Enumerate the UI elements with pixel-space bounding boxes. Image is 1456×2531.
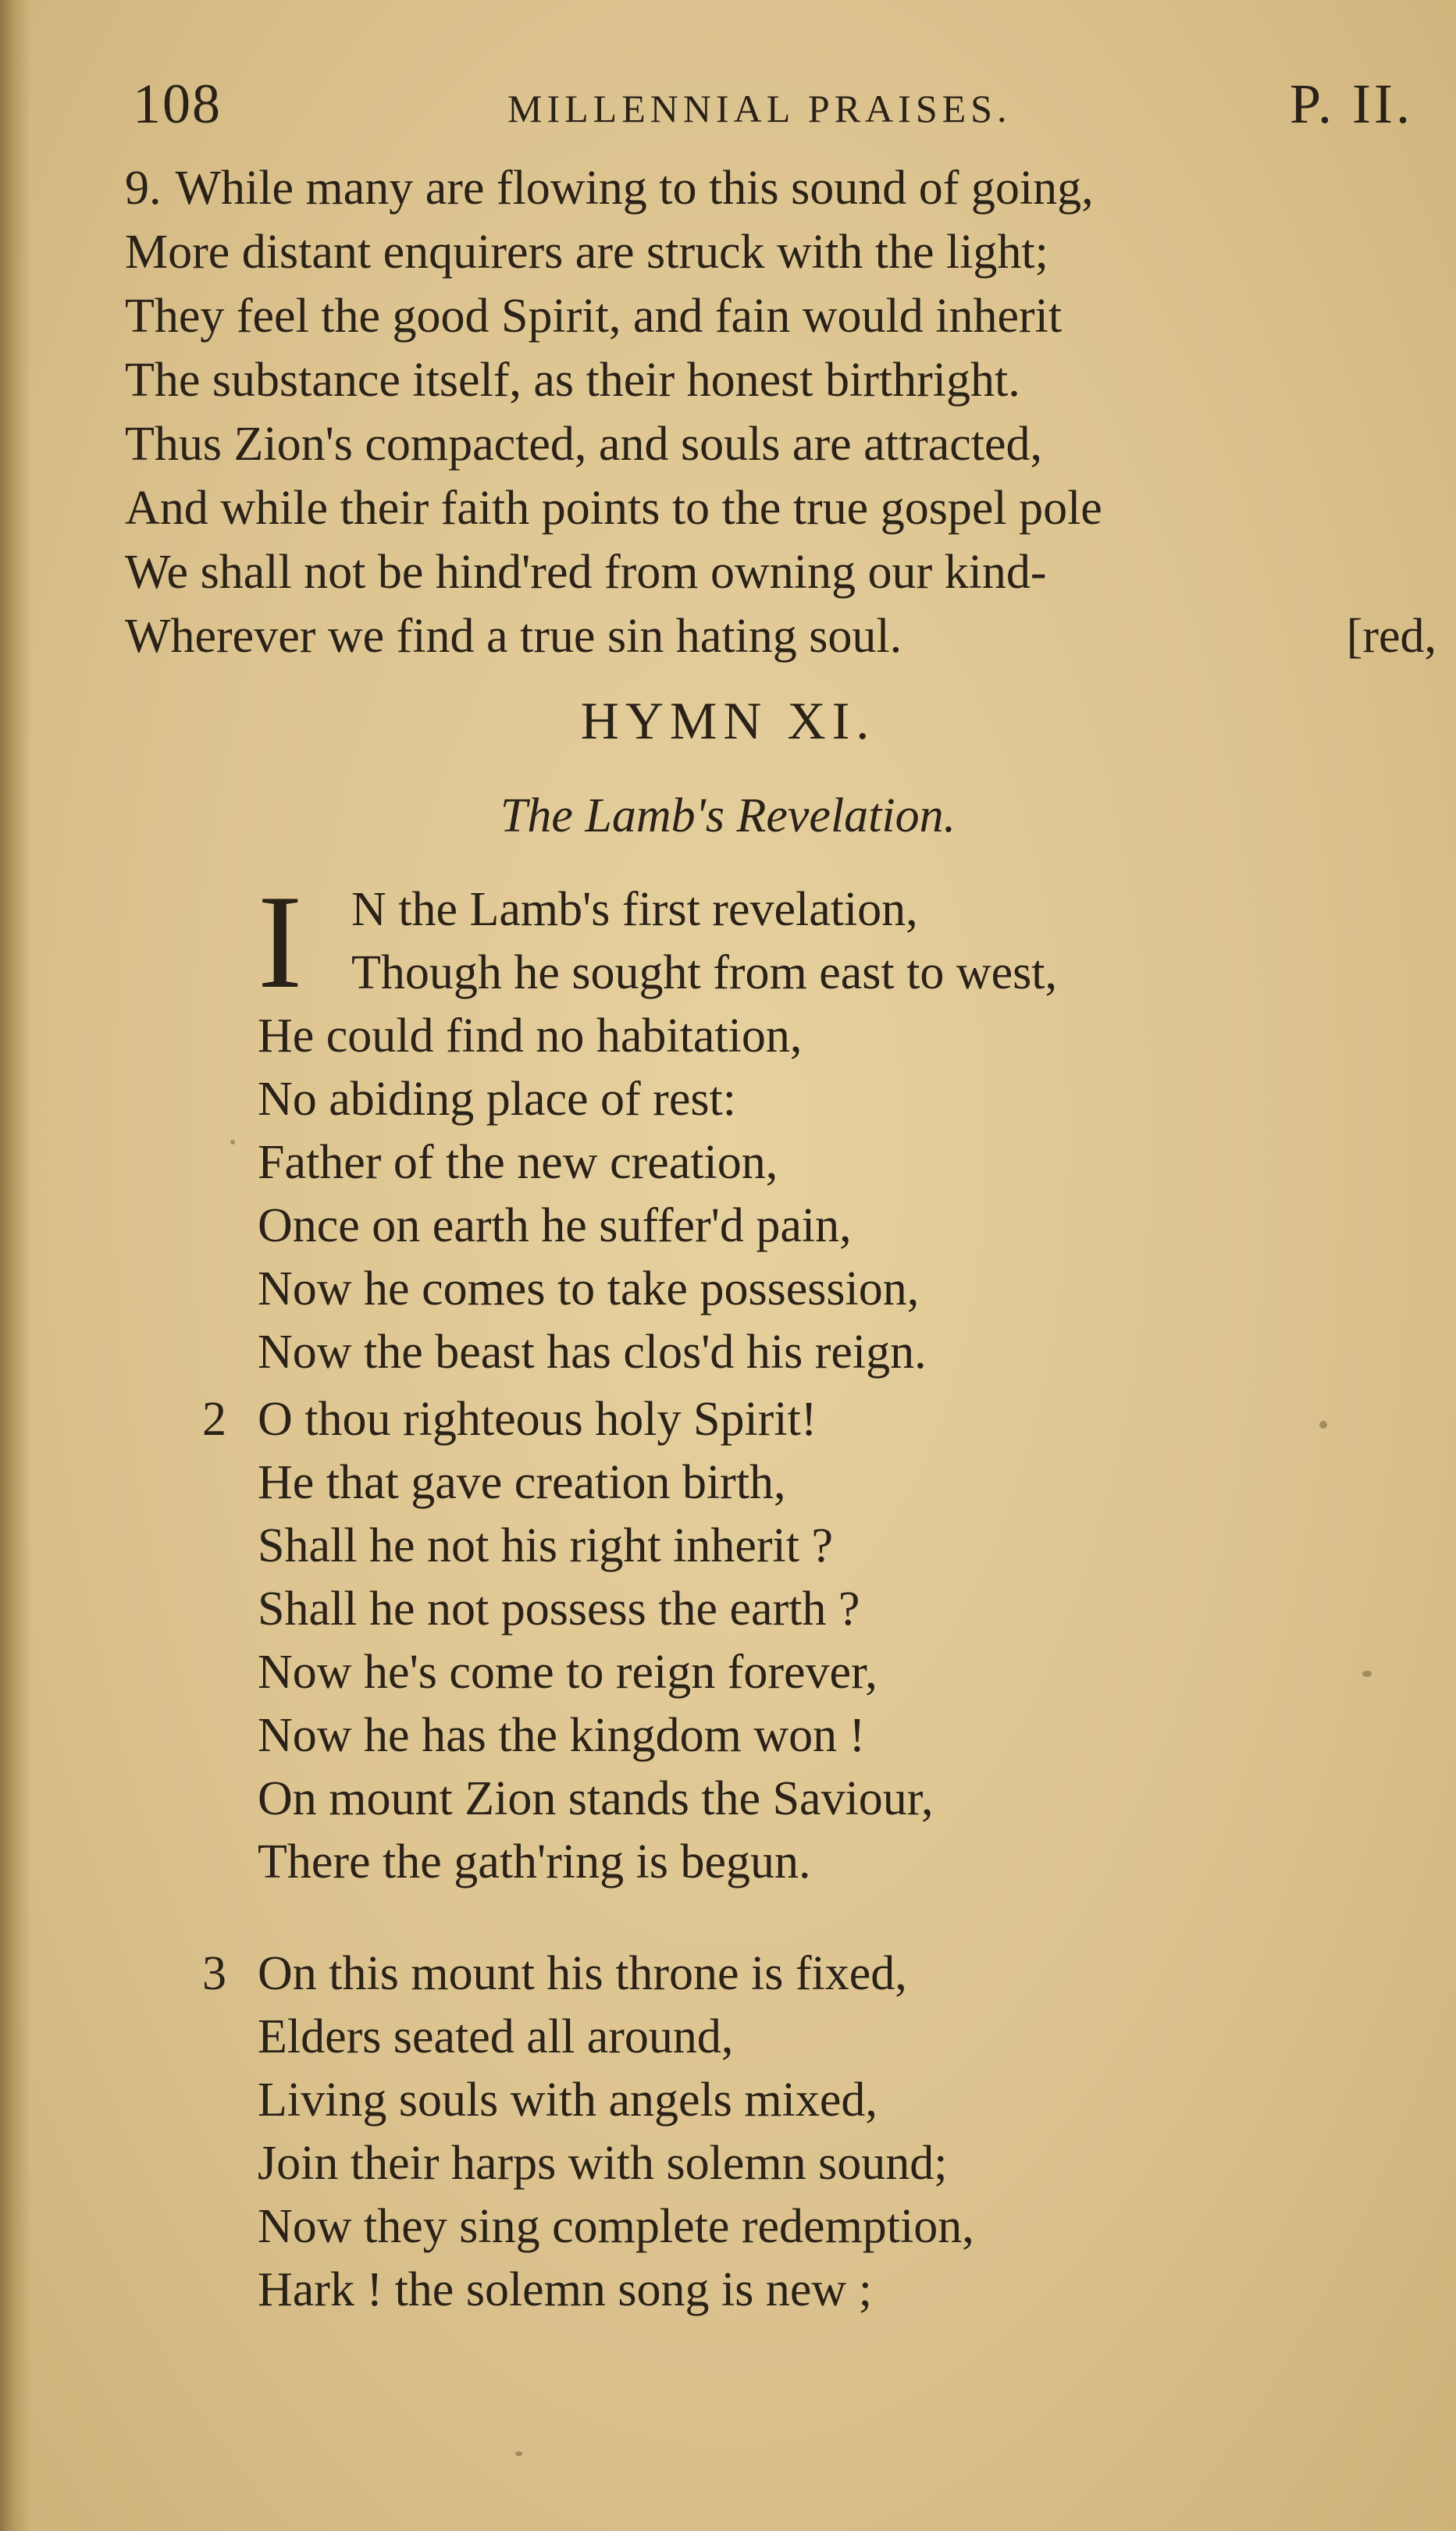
- stanza-3: [202, 1942, 1429, 2322]
- verse-line: More distant enquirers are struck with the light;: [125, 226, 1048, 279]
- stanza-number: 2: [202, 1393, 226, 1446]
- verse-line: We shall not be hind'red from owning our kind-: [125, 546, 1047, 599]
- verse-line: Thus Zion's compacted, and souls are attracted,: [125, 418, 1043, 471]
- hymn-subtitle: The Lamb's Revelation.: [500, 789, 956, 842]
- stanza-line: O thou righteous holy Spirit!: [258, 1393, 817, 1446]
- stanza-line: Father of the new creation,: [258, 1136, 778, 1189]
- paper-speck: [1319, 1421, 1327, 1429]
- paper-speck: [1362, 1671, 1372, 1677]
- paper-speck: [230, 1140, 235, 1144]
- page-spine-edge: [0, 0, 31, 2531]
- stanza-line: Once on earth he suffer'd pain,: [258, 1199, 852, 1252]
- running-title: MILLENNIAL PRAISES.: [507, 87, 1012, 130]
- stanza-line: Join their harps with solemn sound;: [258, 2137, 948, 2190]
- verse-9: [125, 156, 1436, 668]
- stanza-line: Now he has the kingdom won !: [258, 1709, 866, 1762]
- stanza-line: On mount Zion stands the Saviour,: [258, 1772, 934, 1825]
- verse-line: And while their faith points to the true gospel pole: [125, 482, 1102, 535]
- drop-cap: I: [258, 868, 303, 1016]
- stanza-2: [202, 1388, 1429, 1894]
- stanza-line: He could find no habitation,: [258, 1009, 803, 1063]
- verse-line-text: While many are flowing to this sound of going,: [175, 162, 1094, 215]
- stanza-line: Though he sought from east to west,: [351, 946, 1058, 999]
- running-header: [125, 72, 1413, 142]
- stanza-line: Shall he not possess the earth ?: [258, 1582, 860, 1636]
- stanza-line: There the gath'ring is begun.: [258, 1835, 811, 1888]
- stanza-line: N the Lamb's first revelation,: [351, 883, 918, 936]
- stanza-number: 3: [202, 1947, 226, 2000]
- stanza-1: [258, 868, 1429, 1384]
- verse-line: [125, 604, 1436, 668]
- verse-line: They feel the good Spirit, and fain would inherit: [125, 290, 1063, 343]
- verse-number: 9.: [125, 162, 162, 215]
- stanza-line: Now he's come to reign forever,: [258, 1646, 878, 1699]
- paper-speck: [515, 2451, 522, 2456]
- stanza-line: No abiding place of rest:: [258, 1073, 736, 1126]
- verse-line: [125, 156, 1436, 220]
- stanza-line: He that gave creation birth,: [258, 1456, 786, 1509]
- stanza-line: On this mount his throne is fixed,: [258, 1947, 907, 2000]
- stanza-line: Shall he not his right inherit ?: [258, 1519, 834, 1572]
- hymn-title: HYMN XI.: [580, 691, 876, 750]
- stanza-line: Now he comes to take possession,: [258, 1262, 920, 1315]
- part-marker: P. II.: [1289, 73, 1413, 135]
- drop-cap-block: [258, 868, 1429, 1016]
- verse-line: The substance itself, as their honest birthright.: [125, 354, 1020, 407]
- stanza-line: Elders seated all around,: [258, 2010, 734, 2063]
- stanza-line: Now they sing complete redemption,: [258, 2200, 974, 2253]
- stanza-line: Now the beast has clos'd his reign.: [258, 1326, 927, 1379]
- verse-line-text: Wherever we find a true sin hating soul.: [125, 610, 902, 663]
- run-over-word: [red,: [1346, 610, 1436, 663]
- page-number: 108: [133, 73, 222, 135]
- stanza-line: Living souls with angels mixed,: [258, 2074, 878, 2127]
- stanza-line: Hark ! the solemn song is new ;: [258, 2263, 872, 2316]
